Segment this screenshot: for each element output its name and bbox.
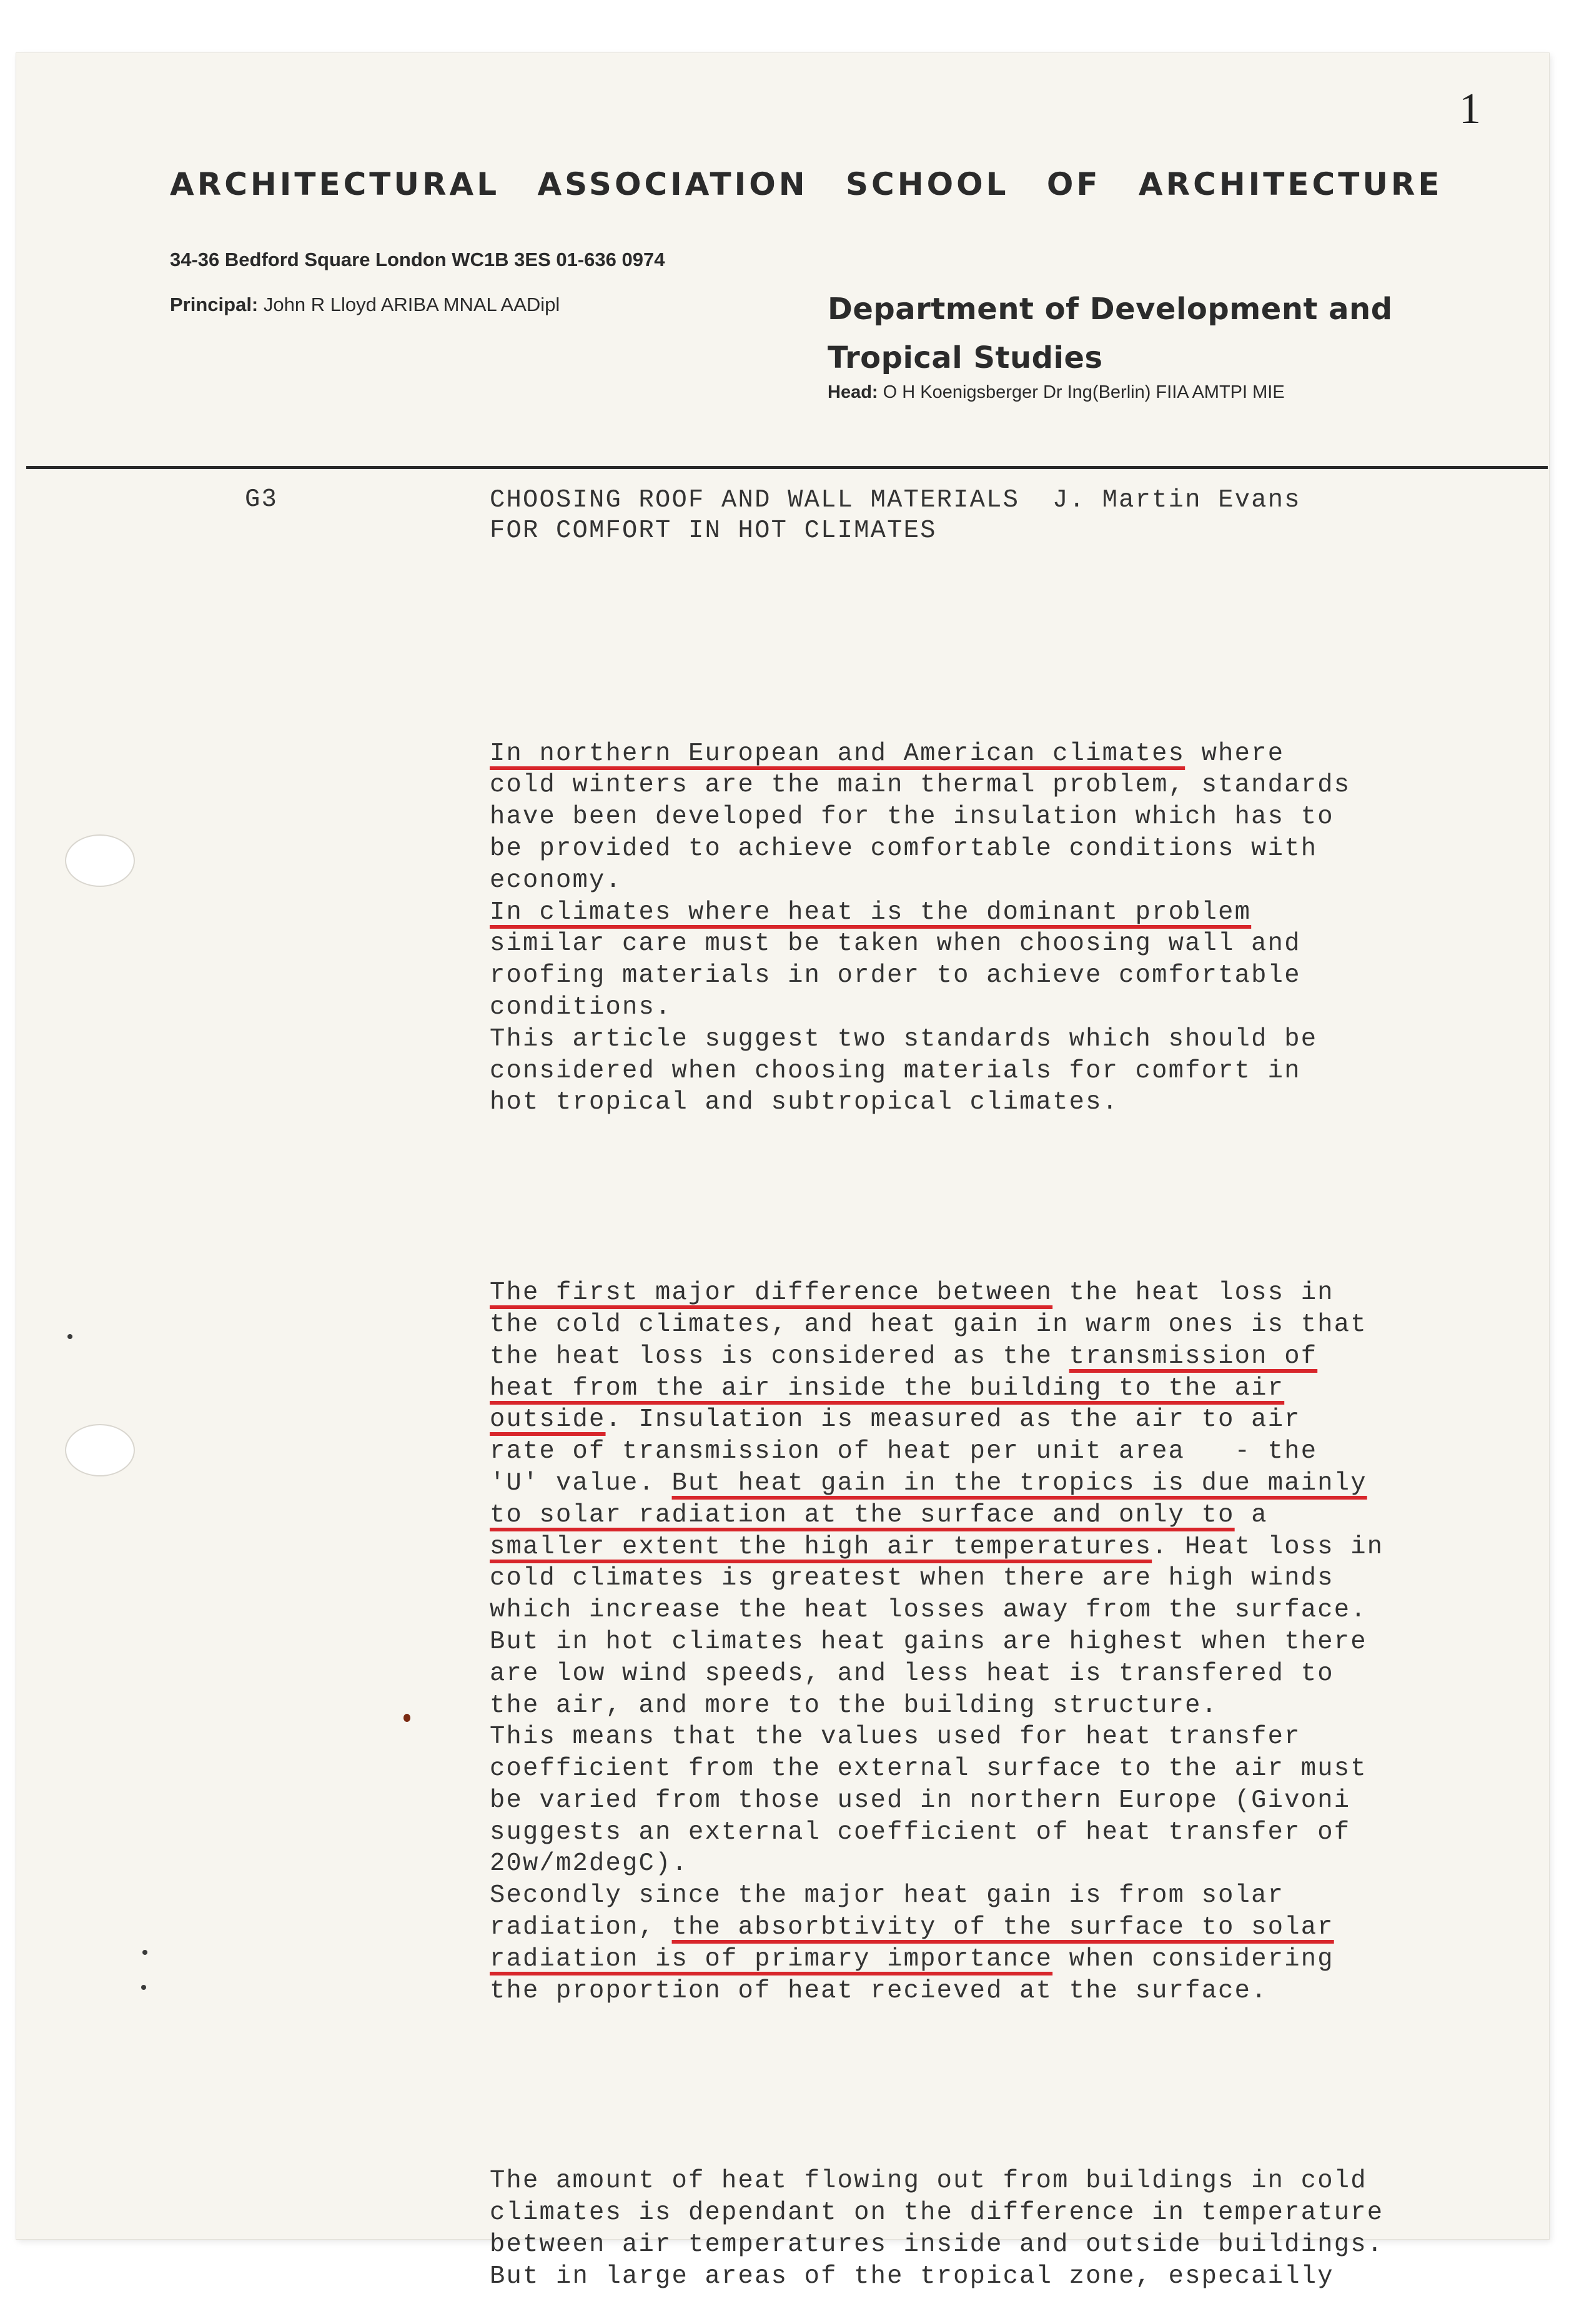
underlined-text-run: to solar radiation at the surface and only to	[490, 1500, 1235, 1530]
underlined-text-run: outside	[490, 1405, 606, 1435]
underlined-text-run: smaller extent the high air temperatures	[490, 1532, 1152, 1561]
department-head-line	[828, 382, 1285, 403]
article-title-line-1: CHOOSING ROOF AND WALL MATERIALS	[490, 486, 1020, 515]
underlined-text-run: the absorbtivity of the surface to solar	[671, 1913, 1334, 1942]
document-code: G3	[245, 485, 279, 514]
underlined-text-run: radiation is of primary importance	[490, 1944, 1053, 1974]
principal-line	[170, 294, 560, 316]
text-run: when considering the proportion of heat recieved at the surface.	[490, 1944, 1334, 2005]
punch-hole-upper	[65, 834, 135, 887]
article-heading	[490, 485, 1301, 546]
punch-hole-lower	[65, 1424, 135, 1476]
header-divider	[26, 466, 1548, 469]
head-name: O H Koenigsberger Dr Ing(Berlin) FIIA AMTPI MIE	[883, 382, 1285, 402]
text-run: where cold winters are the main thermal problem, standards have been developed for the insulation which has to be provided to achieve comfortable conditions with economy.	[490, 739, 1351, 895]
page-number: 1	[1459, 85, 1481, 133]
underlined-text-run: In climates where heat is the dominant problem	[490, 897, 1252, 927]
text-run: a	[1251, 1500, 1268, 1530]
underlined-text-run: The first major difference between	[490, 1278, 1053, 1308]
underlined-text-run: In northern European and American climates	[490, 739, 1185, 768]
text-run: . Heat loss in cold climates is greatest when there are high winds which increase the heat losses away from the surface. But in hot climates heat gains are highest when there are low wind speeds, and less heat is transfered to the air, and more to the building structure. This means that the values used for heat transfer coefficient from the external surface to the air must be varied from those used in northern Europe (Givoni suggests an external coefficient of heat transfer of 20w/m2degC). Secondly since the major heat gain is from solar radiation,	[490, 1532, 1384, 1942]
department-name	[828, 285, 1452, 382]
underlined-text-run: But heat gain in the tropics is due mainly	[671, 1468, 1367, 1498]
text-run: The amount of heat flowing out from buildings in cold climates is dependant on the difference in temperature between air temperatures inside and outside buildings. But in large areas of the tropical zone, especailly	[490, 2167, 1384, 2291]
paragraph-3	[490, 2165, 1383, 2292]
paragraph-2	[490, 1277, 1383, 2007]
ink-speck	[141, 1985, 146, 1990]
principal-label: Principal:	[170, 294, 259, 315]
department-line-2: Tropical Studies	[828, 340, 1103, 375]
ink-speck	[67, 1334, 72, 1339]
institution-name: ARCHITECTURAL ASSOCIATION SCHOOL OF ARCHITECTURE	[170, 166, 1443, 202]
department-line-1: Department of Development and	[828, 292, 1393, 327]
article-body	[490, 675, 1383, 2324]
head-label: Head:	[828, 382, 878, 402]
text-run: similar care must be taken when choosing wall and roofing materials in order to achieve comfortable conditions. This article suggest two standards which should be considered when choosing materials for comfort in hot tropical and subtropical climates.	[490, 929, 1318, 1117]
article-title-line-2: FOR COMFORT IN HOT CLIMATES	[490, 517, 937, 545]
principal-name: John R Lloyd ARIBA MNAL AADipl	[263, 294, 560, 315]
ink-speck	[403, 1714, 410, 1722]
paragraph-1	[490, 738, 1383, 1119]
paragraph-gap	[490, 2070, 1383, 2102]
text-run: the heat loss in the cold climates, and heat gain in warm ones is that the heat loss is considered as the	[490, 1278, 1367, 1371]
text-run: . Insulation is measured as the air to air rate of transmission of heat per unit area - the 'U' value.	[490, 1405, 1318, 1498]
paragraph-gap	[490, 1182, 1383, 1214]
article-author: J. Martin Evans	[1052, 486, 1301, 515]
ink-speck	[142, 1950, 147, 1955]
school-address: 34-36 Bedford Square London WC1B 3ES 01-636 0974	[170, 249, 665, 270]
underlined-text-run: transmission of	[1069, 1342, 1318, 1371]
underlined-text-run: heat from the air inside the building to the air	[490, 1373, 1285, 1403]
